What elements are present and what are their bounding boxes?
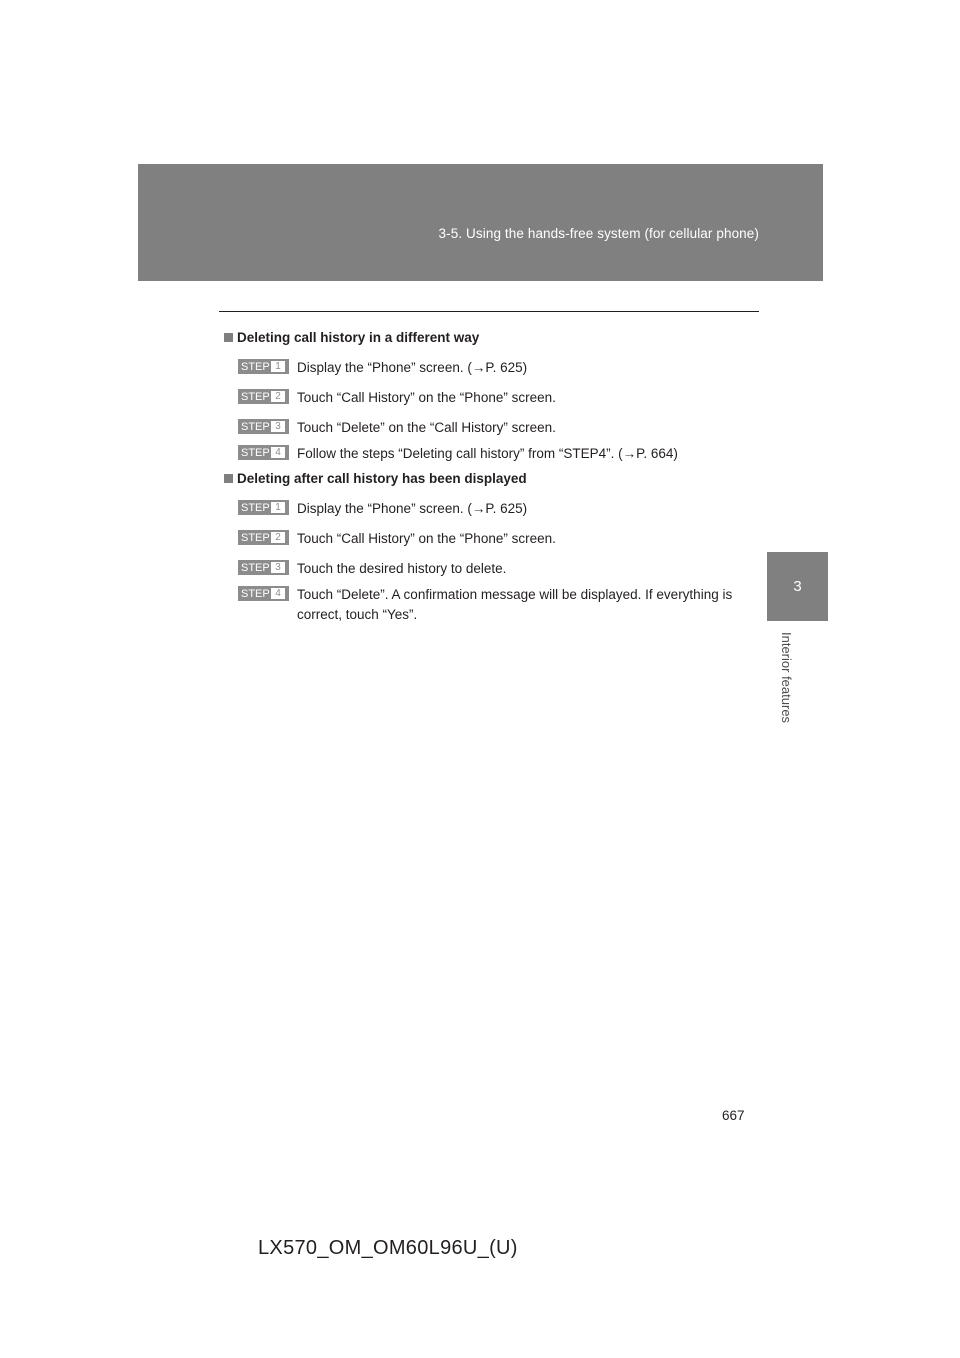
step-text: Follow the steps “Deleting call history” from “STEP4”. (→P. 664) bbox=[297, 446, 678, 461]
chapter-label: Interior features bbox=[779, 632, 794, 724]
step-1-4 bbox=[238, 444, 758, 464]
step-2-1 bbox=[238, 499, 758, 519]
square-bullet-icon bbox=[224, 474, 233, 483]
section-title: 3-5. Using the hands-free system (for cellular phone) bbox=[438, 226, 759, 241]
step-1-3 bbox=[238, 418, 758, 438]
step-text: Touch “Delete” on the “Call History” screen. bbox=[297, 420, 556, 435]
step-1-2 bbox=[238, 388, 758, 408]
page-number: 667 bbox=[722, 1108, 745, 1123]
step-badge: STEP 1 bbox=[238, 359, 289, 374]
section-heading-2 bbox=[224, 471, 527, 486]
step-text: Touch “Call History” on the “Phone” screen. bbox=[297, 531, 556, 546]
step-badge: STEP 2 bbox=[238, 389, 289, 404]
step-text: Touch “Call History” on the “Phone” screen. bbox=[297, 390, 556, 405]
section-heading-text: Deleting call history in a different way bbox=[237, 330, 480, 345]
document-code: LX570_OM_OM60L96U_(U) bbox=[258, 1237, 518, 1259]
step-badge: STEP 3 bbox=[238, 419, 289, 434]
step-text: Display the “Phone” screen. (→P. 625) bbox=[297, 501, 528, 516]
step-text: Touch the desired history to delete. bbox=[297, 561, 507, 576]
step-text: Display the “Phone” screen. (→P. 625) bbox=[297, 360, 528, 375]
section-heading-text: Deleting after call history has been displayed bbox=[237, 471, 527, 486]
step-badge: STEP 3 bbox=[238, 560, 289, 575]
step-2-4 bbox=[238, 585, 758, 625]
step-1-1 bbox=[238, 358, 758, 378]
divider bbox=[219, 311, 759, 312]
step-badge: STEP 4 bbox=[238, 586, 289, 601]
step-badge: STEP 1 bbox=[238, 500, 289, 515]
step-badge: STEP 4 bbox=[238, 445, 289, 460]
header-band bbox=[138, 164, 823, 281]
step-badge: STEP 2 bbox=[238, 530, 289, 545]
step-2-2 bbox=[238, 529, 758, 549]
section-heading-1 bbox=[224, 330, 479, 345]
chapter-tab bbox=[767, 552, 828, 621]
step-2-3 bbox=[238, 559, 758, 579]
chapter-number: 3 bbox=[793, 578, 802, 595]
step-text: Touch “Delete”. A confirmation message will be displayed. If everything is correct, touch “Yes”. bbox=[297, 587, 733, 622]
square-bullet-icon bbox=[224, 333, 233, 342]
